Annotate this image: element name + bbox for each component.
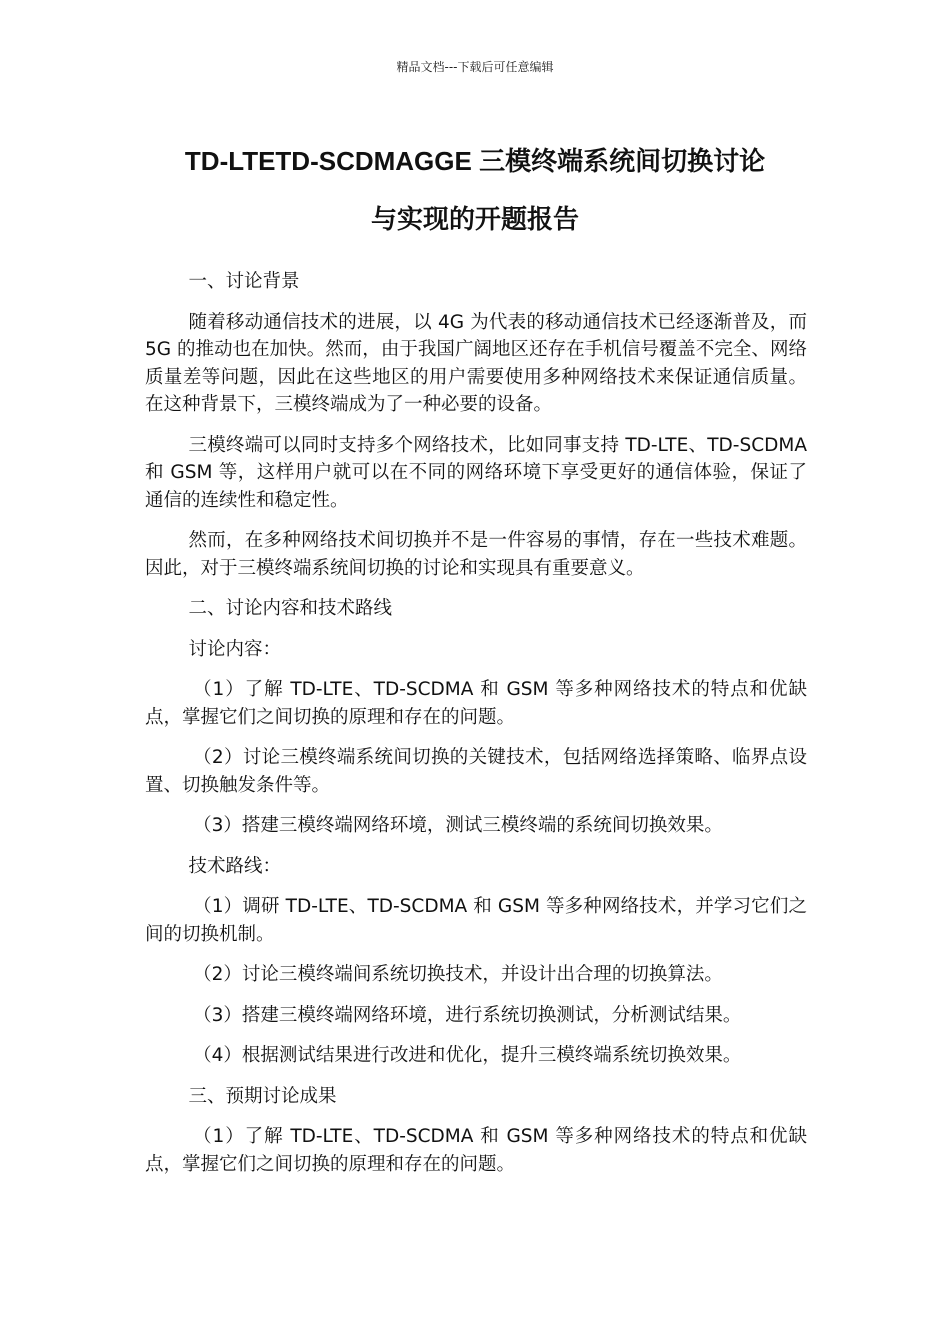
section-heading: 二、讨论内容和技术路线 bbox=[188, 598, 392, 619]
list-item: （2）讨论三模终端系统间切换的关键技术，包括网络选择策略、临界点设置、切换触发条件等。 bbox=[145, 747, 807, 796]
document-body bbox=[145, 268, 807, 1191]
list-item: （4）根据测试结果进行改进和优化，提升三模终端系统切换效果。 bbox=[193, 1045, 742, 1066]
list-item: （2）讨论三模终端间系统切换技术，并设计出合理的切换算法。 bbox=[193, 964, 723, 985]
list-item: （3）搭建三模终端网络环境，进行系统切换测试，分析测试结果。 bbox=[193, 1004, 742, 1026]
document-title-line-1: TD-LTETD-SCDMAGGE 三模终端系统间切换讨论 bbox=[184, 146, 766, 176]
body-paragraph: 随着移动通信技术的进展，以 4G 为代表的移动通信技术已经逐渐普及，而 5G 的推动也在加快。然而，由于我国广阔地区还存在手机信号覆盖不完全、网络质量差等问题，因此在这些地区的用户需要使用多种网络技术来保证通信质量。在这种背景下，三模终端成为了一种必要的设备。 bbox=[145, 311, 807, 415]
body-paragraph: 三模终端可以同时支持多个网络技术，比如同事支持 TD-LTE、TD-SCDMA 和 GSM 等，这样用户就可以在不同的网络环境下享受更好的通信体验，保证了通信的连续性和稳定性。 bbox=[145, 434, 807, 511]
list-item: （1）了解 TD-LTE、TD-SCDMA 和 GSM 等多种网络技术的特点和优缺点，掌握它们之间切换的原理和存在的问题。 bbox=[145, 1126, 807, 1175]
document-title-line-2: 与实现的开题报告 bbox=[370, 204, 579, 234]
section-heading: 一、讨论背景 bbox=[188, 271, 300, 292]
document-title bbox=[100, 132, 850, 248]
body-paragraph: 然而，在多种网络技术间切换并不是一件容易的事情，存在一些技术难题。因此，对于三模终端系统间切换的讨论和实现具有重要意义。 bbox=[145, 530, 807, 579]
list-item: （1）了解 TD-LTE、TD-SCDMA 和 GSM 等多种网络技术的特点和优缺点，掌握它们之间切换的原理和存在的问题。 bbox=[145, 679, 807, 728]
list-item: （3）搭建三模终端网络环境，测试三模终端的系统间切换效果。 bbox=[193, 815, 723, 836]
subsection-label: 讨论内容： bbox=[188, 638, 281, 660]
list-item: （1）调研 TD-LTE、TD-SCDMA 和 GSM 等多种网络技术，并学习它们之间的切换机制。 bbox=[145, 896, 807, 945]
section-heading: 三、预期讨论成果 bbox=[188, 1085, 337, 1107]
page-header: 精品文档---下载后可任意编辑 bbox=[396, 60, 554, 74]
subsection-label: 技术路线： bbox=[188, 855, 281, 877]
